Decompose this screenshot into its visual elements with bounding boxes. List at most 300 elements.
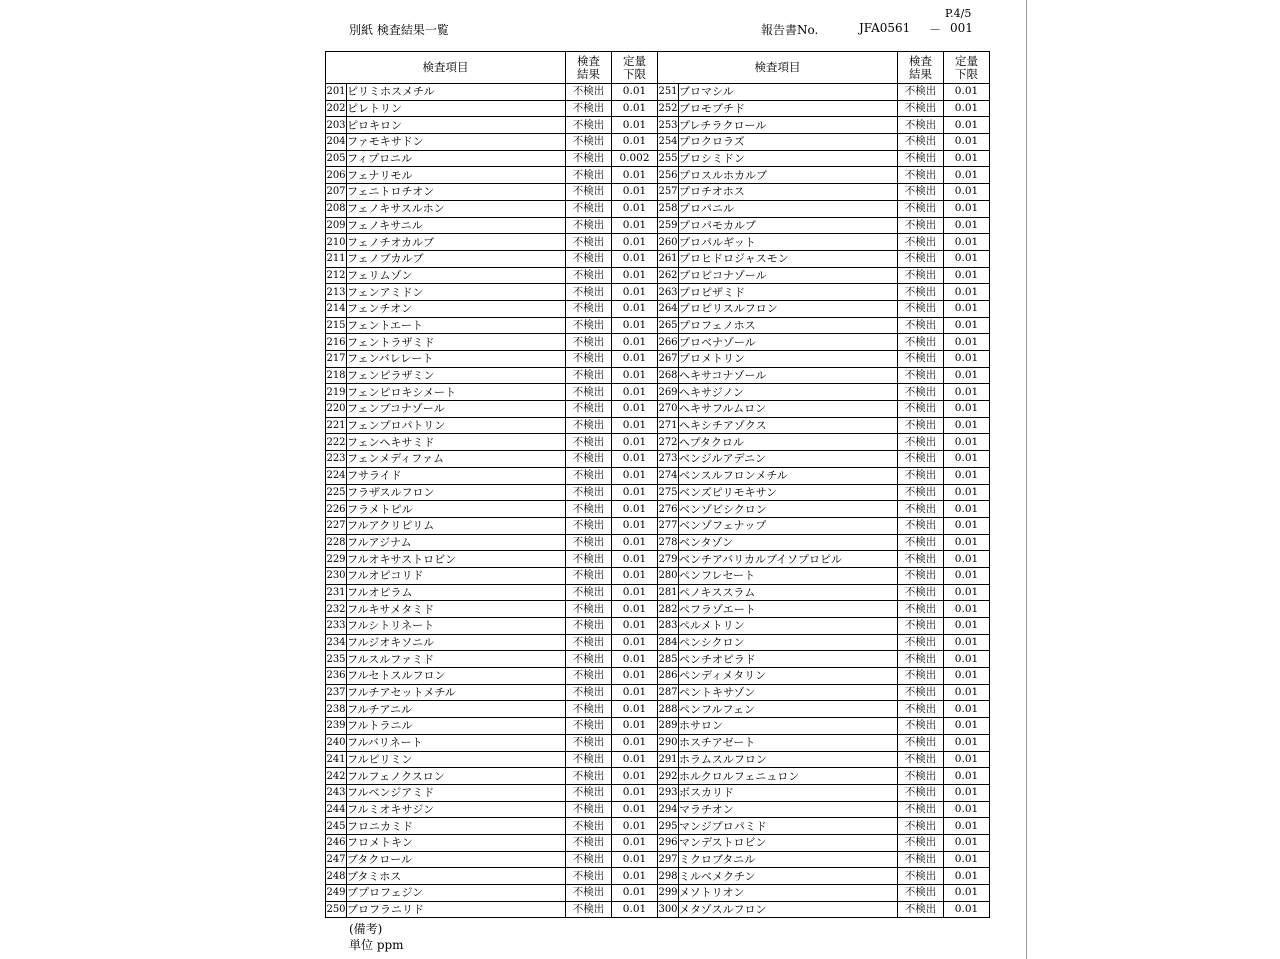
row-number: 210 [326,234,347,251]
table-row [326,851,658,868]
row-number: 218 [326,367,347,384]
table-row [326,734,658,751]
result-value: 不検出 [566,901,612,918]
row-number: 250 [326,901,347,918]
row-number: 256 [658,167,679,184]
result-value: 不検出 [898,818,944,835]
table-row [326,517,658,534]
table-row [658,250,990,267]
result-value: 不検出 [898,467,944,484]
row-number: 209 [326,217,347,234]
result-value: 不検出 [898,701,944,718]
row-number: 294 [658,801,679,818]
row-number: 255 [658,150,679,167]
item-name: プロパモカルブ [679,217,898,234]
item-name: メソトリオン [679,885,898,902]
row-number: 262 [658,267,679,284]
item-name: ピレトリン [347,100,566,117]
limit-value: 0.01 [944,684,990,701]
item-name: フェンメディファム [347,451,566,468]
item-name: フェンチオン [347,300,566,317]
item-name: プロピリスルフロン [679,300,898,317]
result-value: 不検出 [566,818,612,835]
row-number: 280 [658,567,679,584]
notes [349,921,404,953]
limit-value: 0.01 [612,167,658,184]
table-row [326,801,658,818]
table-row [326,384,658,401]
table-row [326,834,658,851]
table-row [326,651,658,668]
table-row [658,267,990,284]
table-row [658,367,990,384]
result-value: 不検出 [566,651,612,668]
item-name: フルバリネート [347,734,566,751]
limit-value: 0.01 [944,501,990,518]
row-number: 220 [326,401,347,418]
table-row [658,300,990,317]
header-limit: 定量 下限 [944,52,990,84]
limit-value: 0.01 [612,601,658,618]
table-row [326,100,658,117]
row-number: 241 [326,751,347,768]
limit-value: 0.01 [612,834,658,851]
limit-value: 0.01 [612,618,658,635]
item-name: ペンディメタリン [679,668,898,685]
limit-value: 0.002 [612,150,658,167]
item-name: ブロモブチド [679,100,898,117]
limit-value: 0.01 [612,234,658,251]
table-row [658,100,990,117]
item-name: メタゾスルフロン [679,901,898,918]
limit-value: 0.01 [612,484,658,501]
row-number: 227 [326,517,347,534]
limit-value: 0.01 [944,868,990,885]
table-row [658,768,990,785]
limit-value: 0.01 [612,718,658,735]
item-name: フェナリモル [347,167,566,184]
result-value: 不検出 [898,801,944,818]
row-number: 287 [658,684,679,701]
limit-value: 0.01 [944,851,990,868]
row-number: 261 [658,250,679,267]
item-name: マンジプロパミド [679,818,898,835]
result-value: 不検出 [898,834,944,851]
header-item: 検査項目 [658,52,898,84]
result-value: 不検出 [566,618,612,635]
table-row [658,467,990,484]
row-number: 289 [658,718,679,735]
limit-value: 0.01 [612,551,658,568]
row-number: 237 [326,684,347,701]
item-name: フェントラザミド [347,334,566,351]
row-number: 263 [658,284,679,301]
limit-value: 0.01 [612,668,658,685]
item-name: フルオピコリド [347,567,566,584]
limit-value: 0.01 [944,551,990,568]
table-row [326,701,658,718]
limit-value: 0.01 [944,818,990,835]
table-row [326,768,658,785]
results-table-left [325,51,658,918]
table-row [326,134,658,151]
limit-value: 0.01 [944,351,990,368]
table-row [326,451,658,468]
result-value: 不検出 [566,250,612,267]
table-row [658,484,990,501]
table-row [326,434,658,451]
result-value: 不検出 [566,751,612,768]
table-row [326,250,658,267]
result-value: 不検出 [566,501,612,518]
row-number: 235 [326,651,347,668]
table-row [326,184,658,201]
limit-value: 0.01 [612,184,658,201]
limit-value: 0.01 [612,701,658,718]
row-number: 253 [658,117,679,134]
item-name: フルアクリピリム [347,517,566,534]
item-name: ピリミホスメチル [347,84,566,101]
row-number: 238 [326,701,347,718]
limit-value: 0.01 [612,901,658,918]
row-number: 283 [658,618,679,635]
limit-value: 0.01 [944,451,990,468]
item-name: ペンフルフェン [679,701,898,718]
table-row [658,784,990,801]
table-row [326,551,658,568]
item-name: ヘキサコナゾール [679,367,898,384]
item-name: プロパルギット [679,234,898,251]
limit-value: 0.01 [944,584,990,601]
item-name: フルオキサストロビン [347,551,566,568]
table-row [326,751,658,768]
result-value: 不検出 [566,467,612,484]
row-number: 223 [326,451,347,468]
row-number: 230 [326,567,347,584]
row-number: 245 [326,818,347,835]
item-name: フロニカミド [347,818,566,835]
result-value: 不検出 [566,567,612,584]
table-row [658,284,990,301]
limit-value: 0.01 [612,868,658,885]
table-row [658,534,990,551]
row-number: 284 [658,634,679,651]
result-value: 不検出 [566,317,612,334]
item-name: フルオピラム [347,584,566,601]
result-value: 不検出 [566,100,612,117]
limit-value: 0.01 [612,284,658,301]
table-row [658,868,990,885]
table-row [326,284,658,301]
result-value: 不検出 [898,601,944,618]
notes-label: (備考) [349,922,383,936]
table-row [658,417,990,434]
result-value: 不検出 [898,567,944,584]
limit-value: 0.01 [944,701,990,718]
table-row [326,618,658,635]
item-name: ブタクロール [347,851,566,868]
row-number: 269 [658,384,679,401]
result-value: 不検出 [898,768,944,785]
limit-value: 0.01 [612,467,658,484]
item-name: ペルメトリン [679,618,898,635]
row-number: 295 [658,818,679,835]
limit-value: 0.01 [612,501,658,518]
table-row [326,351,658,368]
limit-value: 0.01 [612,567,658,584]
limit-value: 0.01 [944,284,990,301]
limit-value: 0.01 [944,300,990,317]
report-number: JFA0561 [859,21,911,35]
item-name: フェノブカルブ [347,250,566,267]
item-name: ベンゾフェナップ [679,517,898,534]
table-row [658,601,990,618]
item-name: ペンシクロン [679,634,898,651]
table-header-row [658,52,990,84]
table-row [658,451,990,468]
result-value: 不検出 [566,434,612,451]
limit-value: 0.01 [944,367,990,384]
limit-value: 0.01 [944,401,990,418]
table-row [658,217,990,234]
result-value: 不検出 [898,501,944,518]
row-number: 213 [326,284,347,301]
row-number: 251 [658,84,679,101]
item-name: プロピコナゾール [679,267,898,284]
item-name: プロパニル [679,200,898,217]
item-name: ベンジルアデニン [679,451,898,468]
table-row [658,551,990,568]
limit-value: 0.01 [944,434,990,451]
row-number: 292 [658,768,679,785]
item-name: ブロマシル [679,84,898,101]
result-value: 不検出 [898,117,944,134]
row-number: 285 [658,651,679,668]
item-name: ホルクロルフェニュロン [679,768,898,785]
row-number: 239 [326,718,347,735]
row-number: 286 [658,668,679,685]
item-name: フロメトキン [347,834,566,851]
item-name: フェンアミドン [347,284,566,301]
item-name: プロクロラズ [679,134,898,151]
item-name: フルジオキソニル [347,634,566,651]
item-name: ペフラゾエート [679,601,898,618]
result-value: 不検出 [898,351,944,368]
result-value: 不検出 [566,734,612,751]
item-name: ペントキサゾン [679,684,898,701]
table-row [658,684,990,701]
item-name: ヘキシチアゾクス [679,417,898,434]
result-value: 不検出 [566,517,612,534]
result-value: 不検出 [898,384,944,401]
row-number: 202 [326,100,347,117]
result-value: 不検出 [566,401,612,418]
item-name: マンデストロビン [679,834,898,851]
item-name: ブプロフェジン [347,885,566,902]
row-number: 272 [658,434,679,451]
row-number: 278 [658,534,679,551]
result-value: 不検出 [898,684,944,701]
row-number: 222 [326,434,347,451]
row-number: 265 [658,317,679,334]
limit-value: 0.01 [944,467,990,484]
limit-value: 0.01 [612,517,658,534]
item-name: フェノキサスルホン [347,200,566,217]
result-value: 不検出 [566,534,612,551]
table-row [658,84,990,101]
row-number: 248 [326,868,347,885]
item-name: プロスルホカルブ [679,167,898,184]
row-number: 208 [326,200,347,217]
result-value: 不検出 [566,768,612,785]
limit-value: 0.01 [612,734,658,751]
table-row [326,684,658,701]
result-value: 不検出 [566,885,612,902]
limit-value: 0.01 [612,885,658,902]
limit-value: 0.01 [612,751,658,768]
limit-value: 0.01 [944,534,990,551]
item-name: ヘプタクロル [679,434,898,451]
table-row [658,818,990,835]
item-name: フェノキサニル [347,217,566,234]
table-row [658,751,990,768]
table-row [658,885,990,902]
row-number: 252 [658,100,679,117]
table-row [658,501,990,518]
result-value: 不検出 [566,451,612,468]
result-value: 不検出 [566,551,612,568]
row-number: 260 [658,234,679,251]
result-value: 不検出 [898,150,944,167]
table-row [326,718,658,735]
item-name: ペンフレセート [679,567,898,584]
table-row [658,351,990,368]
item-name: フェンヘキサミド [347,434,566,451]
result-value: 不検出 [898,901,944,918]
item-name: フルセトスルフロン [347,668,566,685]
item-name: ベンズピリモキサン [679,484,898,501]
row-number: 293 [658,784,679,801]
result-value: 不検出 [898,417,944,434]
row-number: 267 [658,351,679,368]
limit-value: 0.01 [612,267,658,284]
table-row [326,567,658,584]
table-row [658,200,990,217]
row-number: 291 [658,751,679,768]
table-row [326,484,658,501]
limit-value: 0.01 [944,167,990,184]
result-value: 不検出 [898,167,944,184]
limit-value: 0.01 [944,484,990,501]
table-body [326,84,658,918]
row-number: 215 [326,317,347,334]
row-number: 226 [326,501,347,518]
result-value: 不検出 [566,351,612,368]
item-name: フェンピラザミン [347,367,566,384]
item-name: フィプロニル [347,150,566,167]
limit-value: 0.01 [944,668,990,685]
limit-value: 0.01 [944,200,990,217]
result-value: 不検出 [898,300,944,317]
table-row [658,401,990,418]
limit-value: 0.01 [944,768,990,785]
result-value: 不検出 [566,718,612,735]
item-name: プロフェノホス [679,317,898,334]
table-row [658,517,990,534]
limit-value: 0.01 [944,901,990,918]
table-row [658,634,990,651]
limit-value: 0.01 [944,84,990,101]
result-value: 不検出 [898,851,944,868]
table-row [658,834,990,851]
limit-value: 0.01 [612,367,658,384]
table-row [326,401,658,418]
row-number: 243 [326,784,347,801]
limit-value: 0.01 [944,651,990,668]
item-name: ボスカリド [679,784,898,801]
row-number: 273 [658,451,679,468]
item-name: フルベンジアミド [347,784,566,801]
table-row [326,901,658,918]
result-value: 不検出 [898,868,944,885]
limit-value: 0.01 [612,434,658,451]
result-value: 不検出 [898,401,944,418]
item-name: マラチオン [679,801,898,818]
item-name: フルフェノクスロン [347,768,566,785]
header-limit: 定量 下限 [612,52,658,84]
result-value: 不検出 [566,217,612,234]
limit-value: 0.01 [944,234,990,251]
limit-value: 0.01 [612,250,658,267]
page-number: P.4/5 [945,7,972,20]
table-row [658,618,990,635]
result-value: 不検出 [898,618,944,635]
result-value: 不検出 [898,584,944,601]
unit-note: 単位 ppm [349,938,404,952]
row-number: 240 [326,734,347,751]
table-row [326,234,658,251]
header-result: 検査 結果 [566,52,612,84]
result-value: 不検出 [566,834,612,851]
limit-value: 0.01 [944,317,990,334]
row-number: 298 [658,868,679,885]
result-value: 不検出 [898,534,944,551]
limit-value: 0.01 [612,651,658,668]
limit-value: 0.01 [944,784,990,801]
limit-value: 0.01 [612,351,658,368]
row-number: 277 [658,517,679,534]
row-number: 236 [326,668,347,685]
table-row [326,167,658,184]
item-name: プロヒドロジャスモン [679,250,898,267]
limit-value: 0.01 [612,300,658,317]
result-value: 不検出 [566,801,612,818]
item-name: ブタミホス [347,868,566,885]
item-name: プレチラクロール [679,117,898,134]
item-name: ベンチアバリカルブイソプロピル [679,551,898,568]
table-row [326,818,658,835]
table-row [326,117,658,134]
result-value: 不検出 [566,184,612,201]
item-name: ヘキサフルムロン [679,401,898,418]
row-number: 258 [658,200,679,217]
limit-value: 0.01 [612,684,658,701]
table-row [326,668,658,685]
row-number: 229 [326,551,347,568]
limit-value: 0.01 [944,267,990,284]
row-number: 300 [658,901,679,918]
table-row [326,267,658,284]
